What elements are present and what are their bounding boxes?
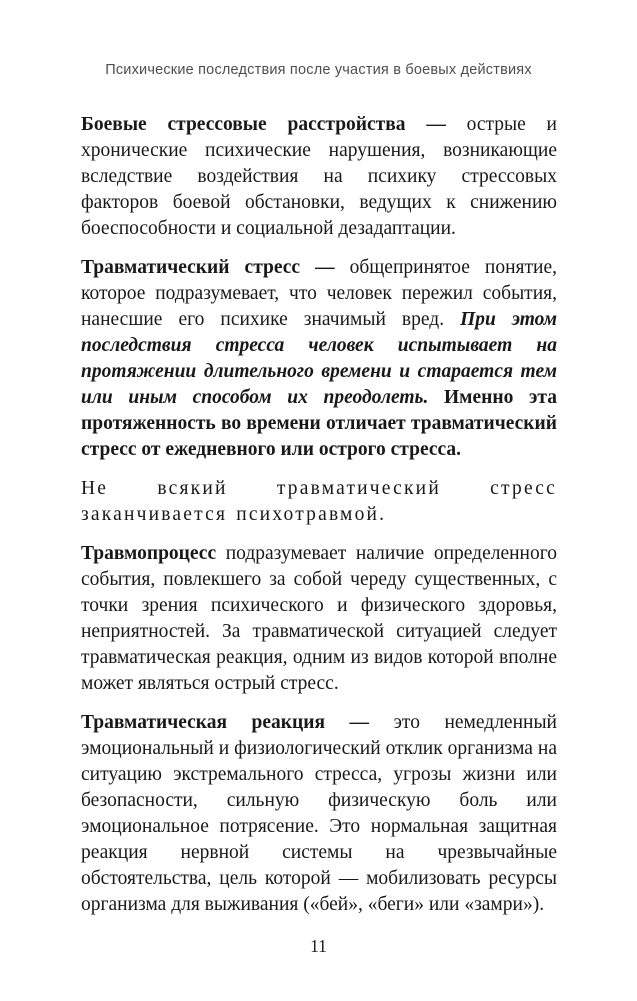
paragraph <box>81 255 557 463</box>
text-segment-bold: Боевые стрессовые расстройства — <box>81 114 467 135</box>
paragraph <box>81 112 557 242</box>
text-segment-bold: Травматическая реакция — <box>81 712 394 733</box>
text-segment-normal: Не всякий травматический стресс заканчивается психотравмой. <box>81 478 557 525</box>
text-segment-normal: острые и хронические психические нарушения, возникающие вследствие воздействия на психику стрессовых факторов боевой обстановки, ведущих к снижению боеспособности и социальной дезадаптации. <box>81 114 557 239</box>
text-segment-normal: общепринятое понятие, которое подразумевает, что человек пережил события, нанесшие его психике значимый вред. <box>81 257 557 330</box>
paragraph <box>81 710 557 918</box>
paragraph <box>81 476 557 528</box>
text-segment-normal: это немедленный эмоциональный и физиологический отклик организма на ситуацию экстремального стресса, угрозы жизни или безопасности, сильную физическую боль или эмоциональное потрясение. Это нормальная защитная реакция нервной системы на чрезвычайные обстоятельства, цель которой — мобилизовать ресурсы организма для выживания («бей», «беги» или «замри»). <box>81 712 557 915</box>
page-body <box>81 112 557 931</box>
page-number: 11 <box>310 936 327 956</box>
text-segment-normal: подразумевает наличие определенного события, повлекшего за собой череду существенных, с точки зрения психического и физического здоровья, неприятностей. За травматической ситуацией следует травматическая реакция, одним из видов которой вполне может являться острый стресс. <box>81 543 557 694</box>
text-segment-bolditalic: При этом последствия стресса человек испытывает на протяжении длительного времени и старается тем или иным способом их преодолеть. <box>81 309 557 408</box>
running-header: Психические последствия после участия в боевых действиях <box>105 62 532 78</box>
text-segment-bold: Травматический стресс — <box>81 257 350 278</box>
paragraph <box>81 541 557 697</box>
text-segment-bold: Именно эта протяженность во времени отличает травматический стресс от ежедневного или острого стресса. <box>81 387 557 460</box>
text-segment-bold: Травмопроцесс <box>81 543 226 564</box>
